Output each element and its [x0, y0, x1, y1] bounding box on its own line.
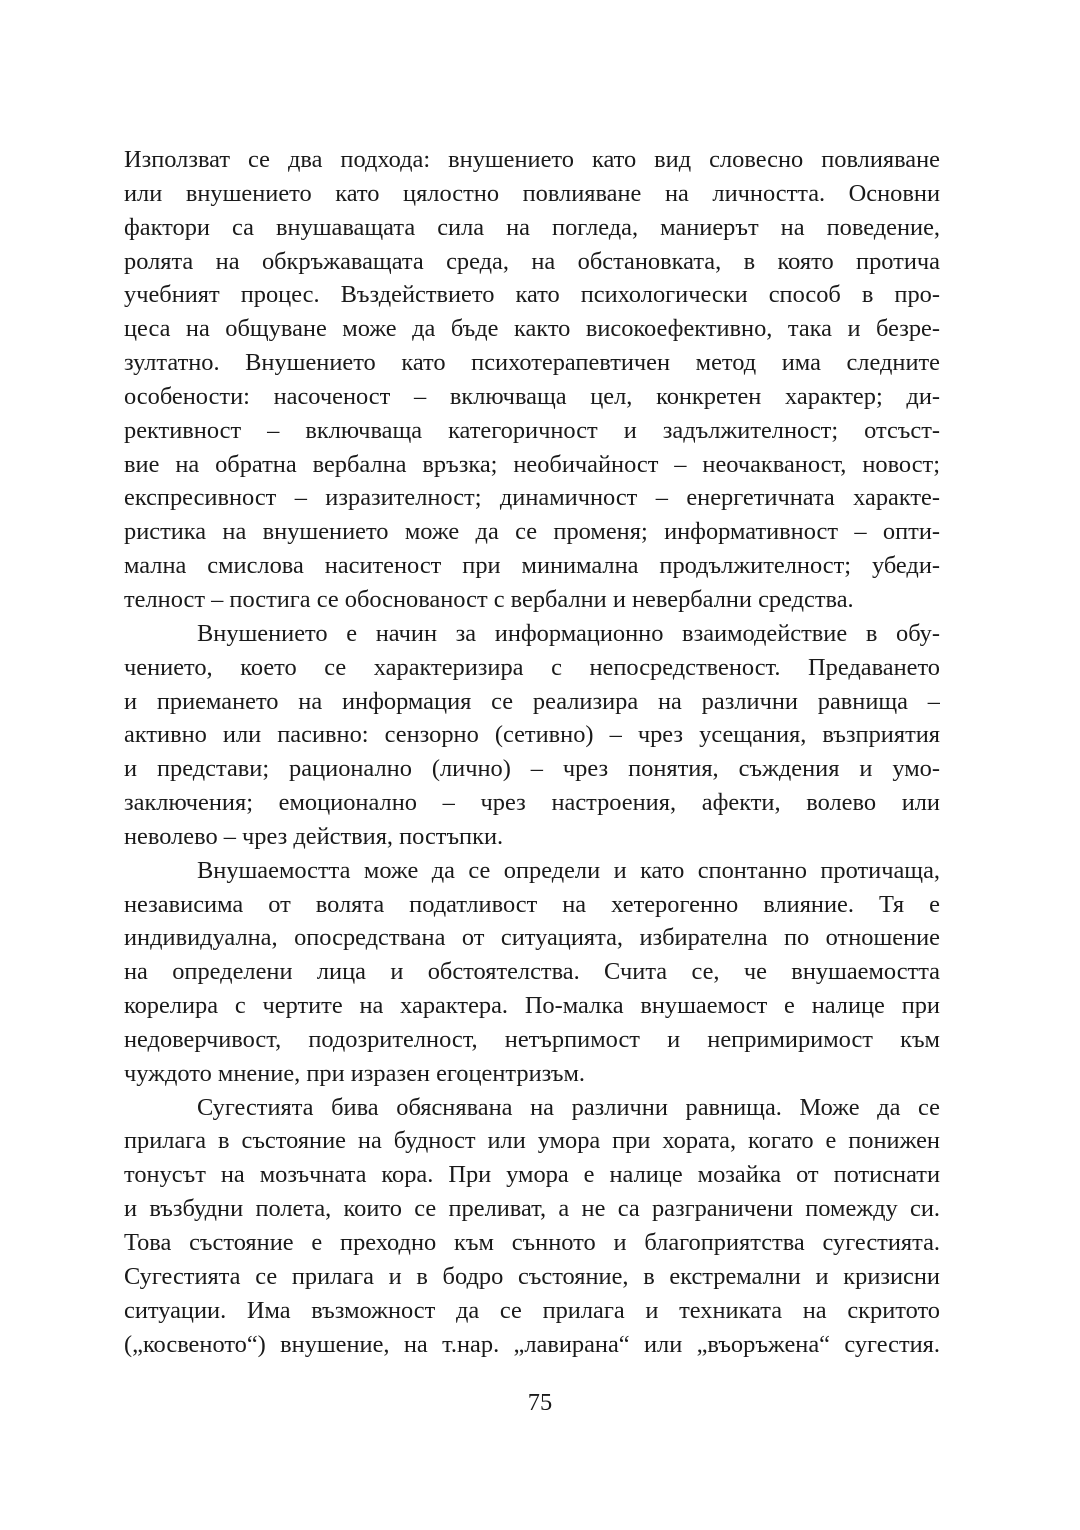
text-line: Използват се два подхода: внушението като вид словесно повлияване [124, 146, 940, 173]
text-line: заключения; емоционално – чрез настроения, афекти, волево или [124, 789, 940, 817]
page-body [124, 143, 940, 1361]
text-line: независима от волята податливост на хетерогенно влияние. Тя е [124, 890, 940, 918]
text-line: Внушаемостта може да се определи и като спонтанно протичаща, [197, 856, 940, 884]
text-line: тонусът на мозъчната кора. При умора е налице мозайка от потиснати [124, 1161, 940, 1189]
text-line: Сугестията бива обяснявана на различни равнища. Може да се [197, 1093, 940, 1121]
text-line: и представи; рационално (лично) – чрез понятия, съждения и умо- [124, 755, 940, 783]
text-line: активно или пасивно: сензорно (сетивно) – чрез усещания, възприятия [124, 721, 940, 749]
paragraph-3 [124, 854, 940, 1091]
text-line: чението, което се характеризира с непосредственост. Предаването [124, 653, 940, 681]
text-line: ролята на обкръжаващата среда, на обстановката, в която протича [124, 247, 940, 275]
text-line: учебният процес. Въздействието като психологически способ в про- [124, 281, 940, 309]
paragraph-4 [124, 1091, 940, 1362]
text-line: цеса на общуване може да бъде както високоефективно, така и безре- [124, 315, 940, 343]
text-line: неволево – чрез действия, постъпки. [124, 822, 504, 850]
text-line: Внушението е начин за информационно взаимодействие в обу- [197, 619, 940, 647]
text-line: и възбудни полета, които се преливат, а не са разграничени помежду си. [124, 1195, 940, 1223]
text-line: и приемането на информация се реализира на различни равнища – [124, 687, 940, 715]
text-line: корелира с чертите на характера. По-малка внушаемост е налице при [124, 992, 940, 1020]
text-line: ристика на внушението може да се променя; информативност – опти- [124, 518, 940, 546]
page-number: 75 [527, 1389, 553, 1416]
text-line: („косвеното“) внушение, на т.нар. „лавирана“ или „въоръжена“ сугестия. [124, 1330, 940, 1358]
body-text [124, 143, 940, 1361]
text-line: Това състояние е преходно към сънното и благоприятства сугестията. [124, 1229, 940, 1256]
text-line: недоверчивост, подозрителност, нетърпимост и непримиримост към [124, 1025, 940, 1053]
text-line: вие на обратна вербална връзка; необичайност – неочакваност, новост; [124, 450, 940, 478]
text-line: чуждото мнение, при изразен егоцентризъм. [124, 1059, 585, 1087]
text-line: телност – постига се обоснованост с вербални и невербални средства. [124, 585, 854, 613]
text-line: експресивност – изразителност; динамичност – енергетичната характе- [124, 484, 940, 512]
text-line: ситуации. Има възможност да се прилага и техниката на скритото [124, 1296, 940, 1324]
text-line: мална смислова наситеност при минимална продължителност; убеди- [124, 552, 940, 580]
text-line: зултатно. Внушението като психотерапевтичен метод има следните [124, 349, 940, 377]
paragraph-1 [124, 143, 940, 617]
text-line: особености: насоченост – включваща цел, конкретен характер; ди- [124, 382, 940, 410]
text-line: Сугестията се прилага и в бодро състояние, в екстремални и кризисни [124, 1262, 940, 1290]
text-line: рективност – включваща категоричност и задължителност; отсъст- [124, 416, 940, 444]
text-line: или внушението като цялостно повлияване на личността. Основни [124, 179, 940, 207]
text-line: на определени лица и обстоятелства. Счита се, че внушаемостта [124, 958, 940, 986]
text-line: индивидуална, опосредствана от ситуацията, избирателна по отношение [124, 924, 940, 952]
paragraph-2 [124, 617, 940, 854]
text-line: прилага в състояние на будност или умора при хората, когато е понижен [124, 1127, 940, 1155]
text-line: фактори са внушаващата сила на погледа, маниерът на поведение, [124, 213, 940, 241]
